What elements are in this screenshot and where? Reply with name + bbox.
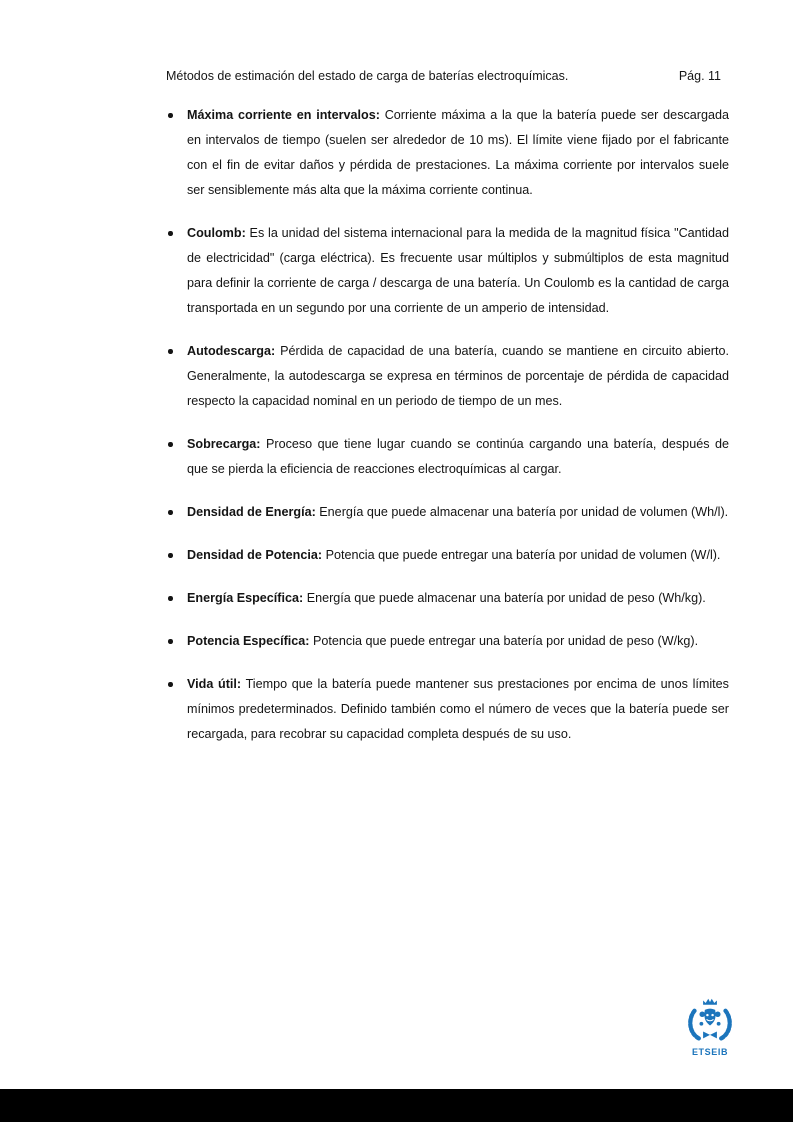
bottom-black-bar	[0, 1089, 793, 1122]
list-item	[166, 629, 729, 654]
definition-text: Es la unidad del sistema internacional para la medida de la magnitud física "Cantidad de electricidad" (carga eléctrica). Es frecuente usar múltiplos y submúltiplos de esta magnitud para definir la corriente de carga / descarga de una batería. Un Coulomb es la cantidad de carga transportada en un segundo por una corriente de un amperio de intensidad.	[187, 226, 729, 315]
header-title: Métodos de estimación del estado de carga de baterías electroquímicas.	[166, 69, 569, 83]
bullet-icon	[168, 349, 173, 354]
etseib-crest-icon	[684, 997, 736, 1047]
definition-list	[166, 103, 729, 765]
page-header	[166, 66, 721, 86]
bullet-icon	[168, 442, 173, 447]
list-item	[166, 543, 729, 568]
definition-term: Vida útil:	[187, 677, 242, 691]
definition-term: Máxima corriente en intervalos:	[187, 108, 380, 122]
bullet-icon	[168, 510, 173, 515]
bullet-icon	[168, 682, 173, 687]
list-item	[166, 672, 729, 747]
definition-term: Sobrecarga:	[187, 437, 261, 451]
list-item	[166, 221, 729, 321]
definition-term: Coulomb:	[187, 226, 246, 240]
etseib-logo-label: ETSEIB	[691, 1047, 729, 1057]
list-item	[166, 432, 729, 482]
list-item	[166, 500, 729, 525]
bullet-icon	[168, 553, 173, 558]
header-page-number: Pág. 11	[678, 69, 721, 83]
definition-text: Energía que puede almacenar una batería por unidad de volumen (Wh/l).	[315, 505, 729, 519]
etseib-logo	[678, 997, 742, 1058]
bullet-icon	[168, 113, 173, 118]
definition-text: Potencia que puede entregar una batería por unidad de volumen (W/l).	[322, 548, 721, 562]
bullet-icon	[168, 596, 173, 601]
bullet-icon	[168, 639, 173, 644]
definition-text: Pérdida de capacidad de una batería, cuando se mantiene en circuito abierto. Generalmente, la autodescarga se expresa en términos de porcentaje de pérdida de capacidad respecto la capacidad nominal en un periodo de tiempo de un mes.	[187, 344, 729, 408]
definition-term: Autodescarga:	[187, 344, 276, 358]
definition-text: Tiempo que la batería puede mantener sus prestaciones por encima de unos límites mínimos predeterminados. Definido también como el número de veces que la batería puede ser recargada, para recobrar su capacidad completa después de su uso.	[187, 677, 729, 741]
definition-text: Proceso que tiene lugar cuando se continúa cargando una batería, después de que se pierda la eficiencia de reacciones electroquímicas al cargar.	[187, 437, 729, 476]
list-item	[166, 103, 729, 203]
definition-text: Potencia que puede entregar una batería por unidad de peso (W/kg).	[309, 634, 699, 648]
list-item	[166, 586, 729, 611]
definition-term: Densidad de Energía:	[187, 505, 316, 519]
definition-term: Energía Específica:	[187, 591, 304, 605]
definition-term: Densidad de Potencia:	[187, 548, 323, 562]
bullet-icon	[168, 231, 173, 236]
definition-text: Energía que puede almacenar una batería por unidad de peso (Wh/kg).	[303, 591, 706, 605]
list-item	[166, 339, 729, 414]
definition-term: Potencia Específica:	[187, 634, 310, 648]
definition-text: Corriente máxima a la que la batería puede ser descargada en intervalos de tiempo (suelen ser alrededor de 10 ms). El límite viene fijado por el fabricante con el fin de evitar daños y pérdida de prestaciones. La máxima corriente por intervalos suele ser sensiblemente más alta que la máxima corriente continua.	[187, 108, 729, 197]
